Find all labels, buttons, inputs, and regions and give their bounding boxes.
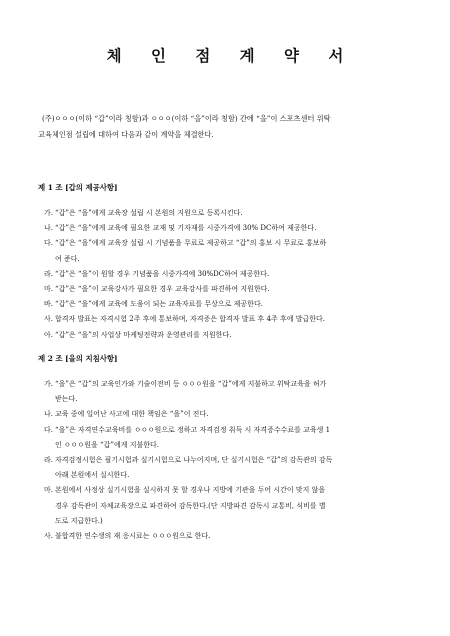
item-marker: 마. — [44, 486, 53, 495]
article-1-heading: 제 1 조 [갑의 제공사항] — [38, 183, 118, 192]
list-item — [44, 221, 430, 236]
article-2-heading: 제 2 조 [을의 지침사항] — [38, 354, 118, 363]
item-marker: 다. — [44, 425, 53, 434]
item-text: “갑”은 “을”이 원할 경우 기념품을 시중가격에 30%DC하여 제공한다. — [55, 269, 270, 278]
item-marker: 라. — [44, 269, 53, 278]
list-item — [44, 377, 430, 407]
item-marker: 라. — [44, 456, 53, 465]
item-text: “갑”은 “을”에게 교육에 필요한 교재 및 기자재를 시중가격에 30% DC하여 제공한다. — [55, 224, 317, 233]
intro-line: 교육체인점 설립에 대하여 다음과 같이 계약을 체결한다. — [38, 130, 214, 139]
item-text: “갑”은 “을”의 사업상 마케팅전략과 운영관리를 지원한다. — [55, 330, 232, 339]
item-marker: 다. — [44, 239, 53, 248]
item-text: “갑”은 “을”에게 교육에 도움이 되는 교육자료를 무상으로 제공한다. — [55, 300, 263, 309]
item-marker: 사. — [44, 315, 53, 324]
list-item — [44, 328, 430, 343]
list-item — [44, 297, 430, 312]
list-item — [44, 407, 430, 422]
list-item — [44, 206, 430, 221]
list-item — [44, 236, 430, 266]
item-text: “갑”은 “을”에게 교육장 설립 시 기념품을 무료로 제공하고 “갑”의 홍보 시 무료로 홍보하 여 준다. — [55, 239, 327, 263]
item-text: “갑”은 “을”이 교육강사가 필요한 경우 교육강사를 파견하여 지원한다. — [55, 285, 270, 294]
item-text: 본원에서 사정상 실기시험을 실시하지 못 할 경우나 지방에 기관을 두어 시간이 맞지 않을 경우 감독관이 자체교육장으로 파견하여 감독한다.(단 지방파견 감독시 교통비, 식비를 별 도로 지급한다.) — [55, 486, 326, 525]
item-text: 자격검정시험은 필기시험과 실기시험으로 나누어지며, 단 실기시험은 “갑”의 감독관의 감독 아래 본원에서 실시한다. — [55, 456, 333, 480]
list-item — [44, 267, 430, 282]
item-text: “을”은 “갑”의 교육인가와 기술이전비 등 ㅇㅇㅇ원을 “갑”에게 지불하고 위탁교육을 허가 받는다. — [55, 380, 327, 404]
item-marker: 마. — [44, 285, 53, 294]
item-marker: 가. — [44, 380, 53, 388]
item-marker: 아. — [44, 330, 53, 339]
list-item — [44, 453, 430, 483]
document-title: 체 인 점 계 약 서 — [106, 46, 356, 65]
item-marker: 바. — [44, 300, 53, 309]
intro-line: (주)ㅇㅇㅇ(이하 “갑”이라 칭함)과 ㅇㅇㅇ(이하 “을”이라 칭함) 간에 “을”이 스포츠센터 위탁 — [42, 114, 331, 123]
article-1-items — [44, 206, 430, 343]
list-item — [44, 423, 430, 453]
list-item — [44, 483, 430, 529]
item-marker: 나. — [44, 410, 53, 419]
item-marker: 가. — [44, 209, 53, 217]
item-text: 교육 중에 일어난 사고에 대한 책임은 “을”이 진다. — [55, 410, 209, 419]
item-text: “을”은 자격연수교육비를 ㅇㅇㅇ원으로 정하고 자격검정 취득 시 자격증수수료를 교육생 1 인 ㅇㅇㅇ원을 “갑”에게 지불한다. — [55, 425, 331, 449]
item-text: 불합격한 연수생의 재 응시료는 ㅇㅇㅇ원으로 한다. — [55, 532, 211, 541]
item-text: “갑”은 “을”에게 교육장 설립 시 본원의 지원으로 등록시킨다. — [55, 209, 243, 217]
intro-paragraph — [38, 111, 422, 143]
item-text: 합격자 발표는 자격시험 2주 후에 통보하며, 자격증은 합격자 발표 후 4주 후에 발급한다. — [55, 315, 325, 324]
list-item — [44, 312, 430, 327]
item-marker: 사. — [44, 532, 53, 541]
list-item — [44, 529, 430, 544]
item-marker: 나. — [44, 224, 53, 233]
list-item — [44, 282, 430, 297]
article-2-items — [44, 377, 430, 544]
